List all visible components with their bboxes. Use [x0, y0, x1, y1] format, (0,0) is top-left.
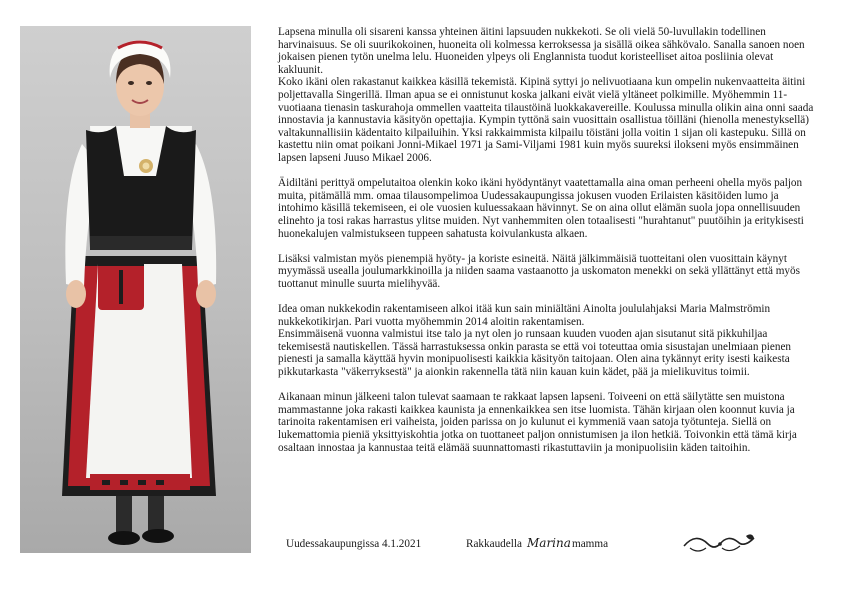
paragraph-childhood-dollhouse: Lapsena minulla oli sisareni kanssa yhteinen äitini lapsuuden nukkekoti. Se oli vielä 50-luvullakin todellinen harvinaisuus. Se oli suurikokoinen, huoneita oli kolmessa kerroksessa ja sisällä oikea sähkövalo. Sanalla sanoen noen jokaisen pienen tytön unelma lelu. Huoneiden ylpeys oli Englannista tuodut koristeelliset aitoa posliinia olevat kakluunit. Koko ikäni olen rakastanut kaikkea käsillä tekemistä. Kipinä syttyi jo nelivuotiaana kun ompelin nukenvaatteita äitini poljettavalla Singerillä. Ilman apua se ei onnistunut koska jalkani eivät vielä yltäneet polkimille. Myöhemmin 11-vuotiaana tienasin taskurahoja ommellen vaatteita tilaustöinä luokkakavereille. Koulussa minulla olikin aina onni saada innostavia ja kannustavia käsityön opettajia. Kympin tyttönä sain vuosittain osallistua töilläni (hienolla menestyksellä) valtakunnallisiin kädentaito kilpailuihin. Yksi rakkaimmista kilpailu töistäni jolla voitin 1 sijan oli kastepuku. Sillä on kastettu niin omat poikani Jonni-Mikael 1971 ja Sami-Viljami 1981 kuin myös suureksi ilokseni myös ensimmäinen lapsen lapseni Juuso Mikael 2006. [278, 26, 814, 164]
portrait-photo [20, 26, 251, 553]
paragraph-dollhouse-building: Idea oman nukkekodin rakentamiseen alkoi itää kun sain miniältäni Ainolta joululahjaksi Maria Malmströmin nukkekotikirjan. Pari vuotta myöhemmin 2014 aloitin rakentamisen. Ensimmäisenä vuonna valmistui itse talo ja nyt olen jo runsaan kuuden vuoden ajan sisutanut sitä pikkuhiljaa tekemisestä nautiskellen. Tässä harrastuksessa onkin parasta se että voi toteuttaa omia sisustajan unelmiaan pienen pienesti ja samalla käyttää hyvin monipuolisesti kaikkia käsityön taitojaan. Olen aina tykännyt erity isesti kaikesta pikkutarkasta "väkerryksestä" ja aionkin rakennella tätä niin kauan kuin kädet, pää ja mielikuvitus toimii. [278, 303, 792, 379]
paragraph-legacy: Aikanaan minun jälkeeni talon tulevat saamaan te rakkaat lapsen lapseni. Toiveeni on että säilytätte sen muistona mammastanne joka rakasti kaikkea kaunista ja ennenkaikkea sen itse luomista. Tähän kirjaan olen koonnut kuvia ja tarinoita rakentamisen eri vaiheista, joiden parissa on jo kulunut ei kymmeniä vaan satoja työtunteja. Siellä on lukemattomia pieniä yksittyiskohtia jotka on tuottaneet paljon onnistumisen ja ilon hetkiä. Toivonkin että tämä kirja osaltaan innostaa ja kannustaa teitä elämää suunnattomasti rikastuttaviin ja monipuolisiin käden taitoihin. [278, 391, 797, 454]
paragraph-sewing-skills: Äidiltäni perittyä ompelutaitoa olenkin koko ikäni hyödyntänyt vaatettamalla aina oman perheeni ohella myös paljon muita, pitämällä mm. omaa tilausompelimoa Uudessakaupungissa jokusen vuoden Erilaisten käsitöiden lumo ja intohimo käsillä tekemiseen, ei ole vuosien kuluessakaan hävinnyt. Se on aina ollut elämän suola jopa onnellisuuden elinehto ja tosi rakas harrastus ylitse muiden. Nyt vanhemmiten olen totaalisesti "hurahtanut" puutöihin ja eritykisesti huonekalujen valmistukseen tuppeen sahatusta koivulankusta alkaen. [278, 177, 804, 240]
flourish-ornament-icon [682, 530, 756, 556]
handwritten-name: Marina [527, 536, 571, 550]
woman-in-folk-costume-illustration [20, 26, 251, 553]
letter-body [278, 26, 818, 467]
place-date: Uudessakaupungissa 4.1.2021 [286, 538, 422, 550]
paragraph-small-products: Lisäksi valmistan myös pienempiä hyöty- ja koriste esineitä. Näitä jälkimmäisiä tuotteitani olen vuosittain käynyt myymässä usealla joulumarkkinoilla ja niiden saama vastaanotto ja uskomaton menekki on sekä yllättänyt että myös tuottanut minulle suurta mielihyvää. [278, 252, 800, 290]
closing-text: mamma [572, 538, 609, 550]
regards-text: Rakkaudella [466, 538, 522, 550]
